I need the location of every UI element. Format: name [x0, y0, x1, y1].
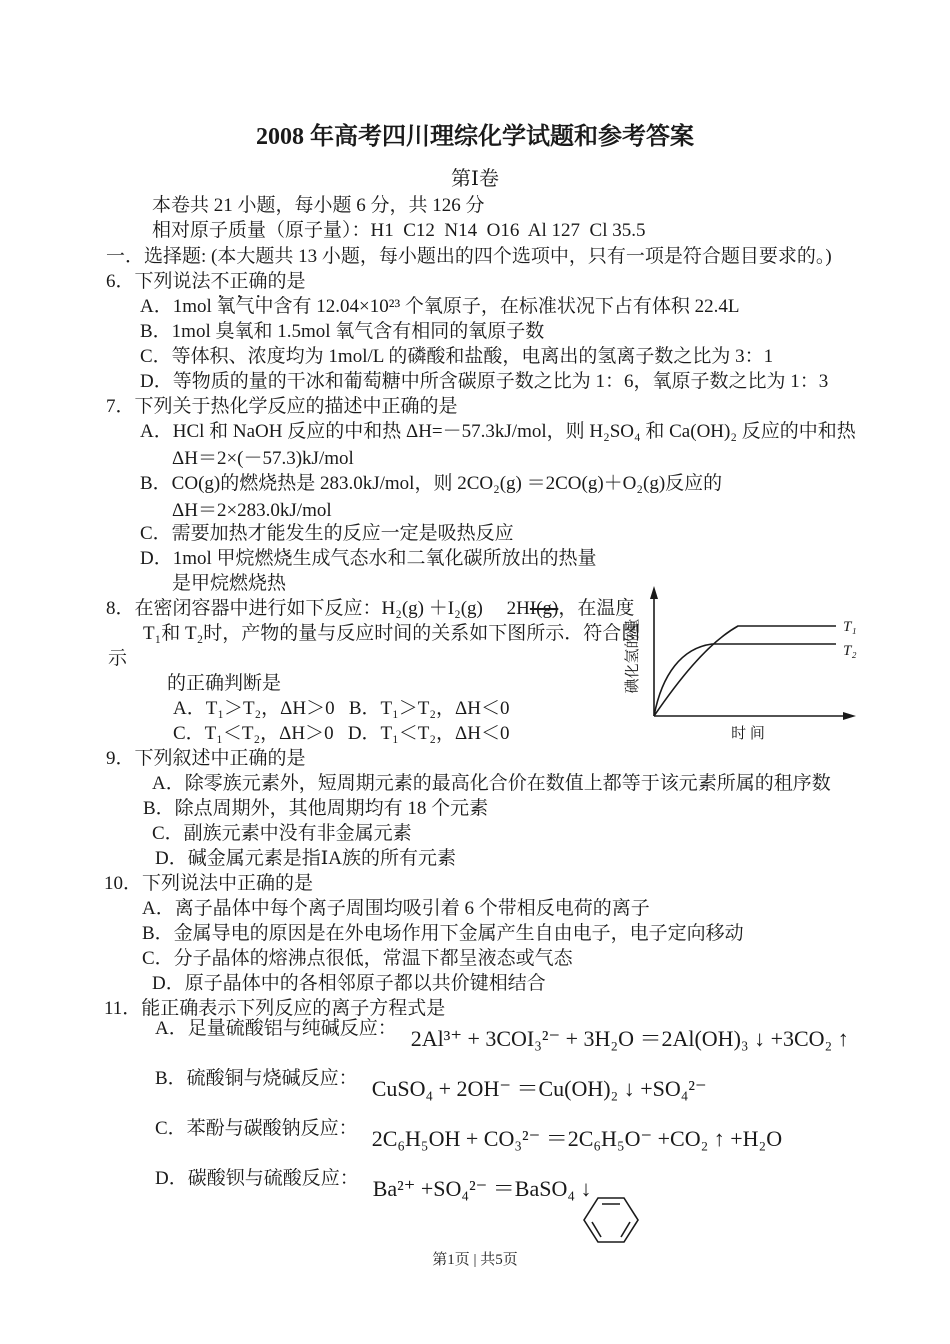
q10-option-b: B．金属导电的原因是在外电场作用下金属产生自由电子，电子定向移动 [142, 923, 744, 944]
q8-options-ab: A．T₁＞T₂，ΔH＞0 B．T₁＞T₂，ΔH＜0 [173, 698, 510, 719]
q9-option-a: A．除零族元素外，短周期元素的最高化合价在数值上都等于该元素所属的租序数 [152, 773, 831, 794]
q10-option-d: D．原子晶体中的各相邻原子都以共价键相结合 [152, 973, 546, 994]
q11-option-a-label: A．足量硫酸铝与纯碱反应： [155, 1018, 397, 1039]
q6-stem-post: 的是 [267, 271, 306, 292]
q7-option-b-line2: ΔH＝2×283.0kJ/mol [172, 500, 332, 521]
x-axis-label: 时 间 [731, 726, 765, 742]
curve-t1 [654, 626, 836, 716]
y-axis-label: 碘化氢的量 [625, 618, 641, 694]
section-heading: 一．选择题: (本大题共 13 小题，每小题出的四个选项中，只有一项是符合题目要求的。) [106, 246, 832, 267]
q11-option-c-equation: 2C₆H₅OH + CO₃²⁻ ＝2C₆H₅O⁻ +CO₂ ↑ +H₂O [371, 1126, 783, 1151]
q6-option-a: A．1mol 氧气中含有 12.04×10²³ 个氧原子，在标准状况下占有体积 22.4L [140, 296, 740, 317]
q6-stem-pre: 6．下列说法 [106, 271, 211, 292]
curve-t2-label: T₂ [843, 643, 857, 659]
q6-option-d: D．等物质的量的干冰和葡萄糖中所含碳原子数之比为 1：6，氧原子数之比为 1：3 [140, 371, 829, 392]
q11-option-d-label: D．碳酸钡与硫酸反应： [155, 1168, 359, 1189]
q7-stem: 7．下列关于热化学反应的描述中正确的是 [106, 396, 458, 417]
intro-line-atomic-mass: 相对原子质量（原子量）：H1 C12 N14 O16 Al 127 Cl 35.5 [152, 220, 646, 241]
q11-option-a [155, 1016, 849, 1051]
q9-option-b: B．除点周期外，其他周期均有 18 个元素 [143, 798, 489, 819]
benzene-ring-icon [583, 1196, 639, 1244]
q11-option-b [155, 1066, 707, 1101]
q8-stem-line1 [106, 596, 634, 621]
q8-stem-line2: T₁和 T₂时，产物的量与反应时间的关系如下图所示．符合图 [143, 623, 641, 644]
q7-option-c: C．需要加热才能发生的反应一定是吸热反应 [140, 523, 514, 544]
q7-option-a-line2: ΔH＝2×(－57.3)kJ/mol [172, 448, 354, 469]
q8-line1-pre: 8．在密闭容器中进行如下反应：H₂(g) ＋I₂(g) 2H [106, 598, 530, 619]
q11-option-d [155, 1166, 592, 1201]
q10-option-a: A．离子晶体中每个离子周围均吸引着 6 个带相反电荷的离子 [142, 898, 650, 919]
q8-line1-post: ，在温度 [558, 598, 635, 619]
curve-t1-label: T₁ [843, 619, 857, 635]
q8-stem-line4: 的正确判断是 [167, 673, 282, 694]
x-axis-arrow-icon [843, 712, 856, 720]
q7-option-a-line1: A．HCl 和 NaOH 反应的中和热 ΔH=－57.3kJ/mol，则 H₂SO₄ 和 Ca(OH)₂ 反应的中和热 [140, 421, 856, 442]
q11-option-c-label: C．苯酚与碳酸钠反应： [155, 1118, 358, 1139]
q11-option-a-equation: 2Al³⁺ + 3COI₃²⁻ + 3H₂O ＝2Al(OH)₃ ↓ +3CO₂ ↑ [410, 1026, 849, 1051]
q8-line1-strikethrough: I(g) [529, 598, 559, 619]
q8-stem-line3: 示 [108, 648, 128, 669]
q9-stem: 9．下列叙述中正确的是 [106, 748, 306, 769]
q11-option-b-equation: CuSO₄ + 2OH⁻ ＝Cu(OH)₂ ↓ +SO₄²⁻ [371, 1076, 707, 1101]
q7-option-b-line1: B．CO(g)的燃烧热是 283.0kJ/mol，则 2CO₂(g) ＝2CO(g)＋O₂(g)反应的 [140, 473, 723, 494]
q11-option-c [155, 1116, 783, 1151]
q6-option-c: C．等体积、浓度均为 1mol/L 的磷酸和盐酸，电离出的氢离子数之比为 3：1 [140, 346, 774, 367]
intro-line-points: 本卷共 21 小题，每小题 6 分，共 126 分 [152, 195, 485, 216]
q7-option-d-line1: D．1mol 甲烷燃烧生成气态水和二氧化碳所放出的热量 [140, 548, 597, 569]
q11-stem: 11．能正确表示下列反应的离子方程式是 [104, 998, 446, 1019]
q11-option-d-equation: Ba²⁺ +SO₄²⁻ ＝BaSO₄ ↓ [372, 1176, 592, 1201]
q6-option-b: B．1mol 臭氧和 1.5mol 氧气含有相同的氧原子数 [140, 321, 545, 342]
q10-stem: 10．下列说法中正确的是 [104, 873, 314, 894]
q9-option-d: D．碱金属元素是指ⅠA族的所有元素 [155, 848, 456, 869]
q10-option-c: C．分子晶体的熔沸点很低，常温下都呈液态或气态 [142, 948, 573, 969]
q9-option-c: C．副族元素中没有非金属元素 [152, 823, 412, 844]
q11-option-b-label: B．硫酸铜与烧碱反应： [155, 1068, 358, 1089]
q8-options-cd: C．T₁＜T₂，ΔH＞0 D．T₁＜T₂，ΔH＜0 [173, 723, 510, 744]
volume-heading: 第Ⅰ卷 [451, 168, 499, 190]
q8-hi-amount-vs-time-chart [610, 548, 880, 748]
q6-stem-emphasis: 不正确 [210, 271, 268, 292]
page-footer: 第1页 | 共5页 [432, 1252, 518, 1268]
y-axis-arrow-icon [650, 586, 658, 599]
page-title: 2008 年高考四川理综化学试题和参考答案 [256, 124, 694, 150]
q7-option-d-line2: 是甲烷燃烧热 [172, 573, 287, 594]
